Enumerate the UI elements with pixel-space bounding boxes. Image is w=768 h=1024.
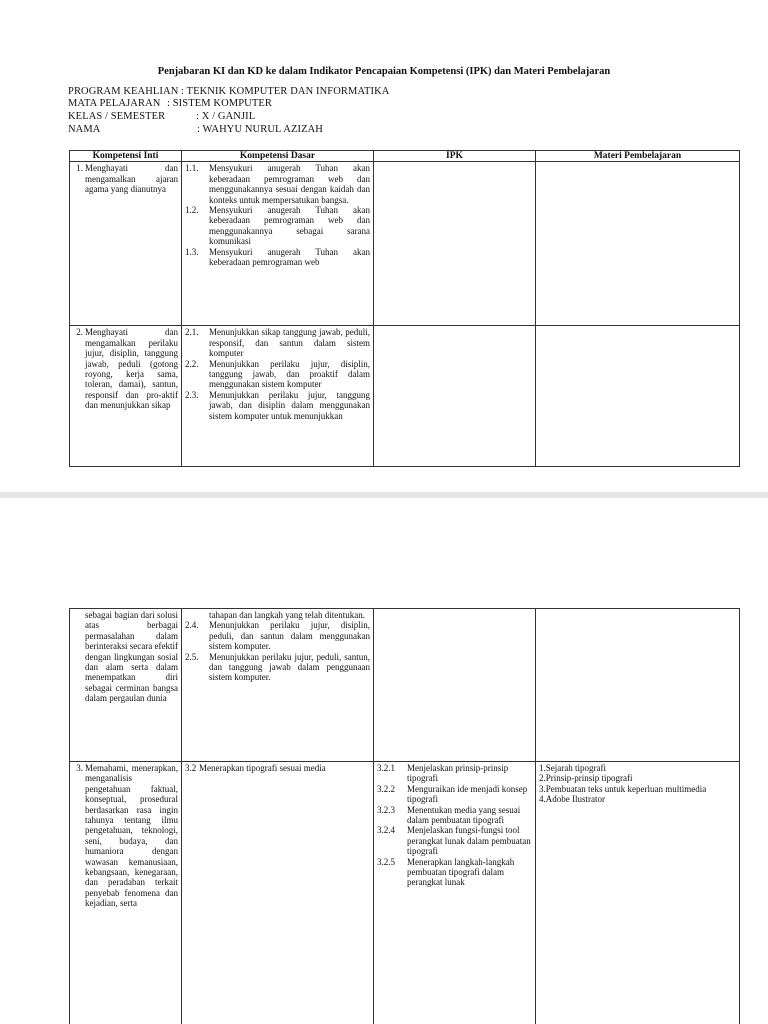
meta-value: : X / GANJIL (196, 111, 256, 122)
table-row (70, 162, 740, 326)
ki-text: Memahami, menerapkan, menganalisis pengetahuan faktual, konseptual, prosedural berdasarkan rasa ingin tahunya tentang ilmu pengetahuan, teknologi, seni, budaya, dan humaniora dengan wawasan kemanusiaan, kebangsaan, kenegaraan, dan peradaban terkait penyebab fenomena dan kejadian, serta (85, 763, 178, 909)
kd-cell: tahapan dan langkah yang telah ditentukan. 2.4. Menunjukkan perilaku jujur, disiplin, peduli, dan santun dalam menggunakan sistem komputer. 2.5. Menunjukkan perilaku jujur, peduli, santun, dan tanggung jawab dalam penggunaan sistem komputer. (182, 609, 374, 762)
table-row (70, 762, 740, 1024)
ipk-text: Menentukan media yang sesuai dalam pembuatan tipografi (407, 804, 521, 826)
meta-value: : TEKNIK KOMPUTER DAN INFORMATIKA (181, 86, 390, 97)
kd-text: Menerapkan tipografi sesuai media (199, 763, 326, 773)
materi-cell (536, 326, 740, 467)
materi-item: Pembuatan teks untuk keperluan multimedia (545, 783, 707, 794)
kd-cell: 2.1. Menunjukkan sikap tanggung jawab, peduli, responsif, dan santun dalam sistem komputer 2.2. Menunjukkan perilaku jujur, disiplin, tanggung jawab, dan proaktif dalam menggunakan sistem komputer 2.3. Menunjukkan perilaku jujur, tanggung jawab, dan disiplin dalam menggunakan sistem komputer untuk menunjukkan (182, 326, 374, 467)
ki-text: Menghayati dan mengamalkan ajaran agama yang dianutnya (85, 163, 178, 195)
meta-label: MATA PELAJARAN (68, 98, 161, 109)
meta-value: : SISTEM KOMPUTER (167, 98, 272, 109)
kd-text: Mensyukuri anugerah Tuhan akan keberadaan pemrograman web (209, 246, 370, 268)
table-row (70, 326, 740, 467)
ki-cell (70, 609, 182, 762)
materi-cell: 1.Sejarah tipografi 2.Prinsip-prinsip tipografi 3.Pembuatan teks untuk keperluan multimedia 4.Adobe Ilustrator (536, 762, 740, 1024)
ipk-text: Menguraikan ide menjadi konsep tipografi (407, 783, 528, 805)
kd-cell: 1.1. Mensyukuri anugerah Tuhan akan keberadaan pemrograman web dan menggunakannya sesuai dengan kaidah dan konteks untuk mempersatukan bangsa. 1.2. Mensyukuri anugerah Tuhan akan keberadaan pemrograman web dan menggunakannya sebagai sarana komunikasi 1.3. Mensyukuri anugerah Tuhan akan keberadaan pemrograman web (182, 162, 374, 326)
ipk-cell (374, 162, 536, 326)
kd-cell: 3.2 Menerapkan tipografi sesuai media (182, 762, 374, 1024)
document-page-1 (0, 0, 768, 492)
materi-item: Prinsip-prinsip tipografi (545, 773, 633, 784)
ipk-cell (374, 326, 536, 467)
header-materi-pembelajaran: Materi Pembelajaran (536, 151, 740, 162)
materi-cell (536, 609, 740, 762)
materi-cell (536, 162, 740, 326)
materi-item: Adobe Ilustrator (545, 794, 605, 805)
meta-label: PROGRAM KEAHLIAN (68, 86, 179, 97)
ki-cell: 3. Memahami, menerapkan, menganalisis pengetahuan faktual, konseptual, prosedural berdasarkan rasa ingin tahunya tentang ilmu pengetahuan, teknologi, seni, budaya, dan humaniora dengan wawasan kemanusiaan, kebangsaan, kenegaraan, dan peradaban terkait penyebab fenomena dan kejadian, serta (70, 762, 182, 1024)
ki-text: Menghayati dan mengamalkan perilaku jujur, disiplin, tanggung jawab, peduli (gotong royong, kerja sama, toleran, damai), santun, responsif dan pro-aktif dan menunjukkan sikap (85, 327, 178, 411)
ipk-text: Menjelaskan prinsip-prinsip tipografi (407, 763, 509, 784)
competency-table-continued (69, 608, 740, 1024)
meta-label: NAMA (68, 124, 101, 135)
ki-text: sebagai bagian dari solusi atas berbagai permasalahan dalam berinteraksi secara efektif dengan lingkungan sosial dan alam serta dalam menempatkan diri sebagai cerminan bangsa dalam pergaulan dunia (85, 610, 178, 704)
header-kompetensi-dasar: Kompetensi Dasar (182, 151, 374, 162)
document-page-2 (0, 498, 768, 1024)
competency-table (69, 150, 740, 467)
kd-text: Menunjukkan perilaku jujur, peduli, santun, dan tanggung jawab dalam penggunaan sistem komputer. (209, 651, 370, 683)
kd-text: Mensyukuri anugerah Tuhan akan keberadaan pemrograman web dan menggunakannya sebagai sarana komunikasi (209, 205, 370, 247)
ipk-text: Menerapkan langkah-langkah pembuatan tipografi dalam perangkat lunak (407, 856, 515, 888)
table-row (70, 609, 740, 762)
kd-text: tahapan dan langkah yang telah ditentukan. (209, 610, 365, 620)
header-ipk: IPK (374, 151, 536, 162)
kd-text: Menunjukkan perilaku jujur, disiplin, tanggung jawab, dan proaktif dalam menggunakan sistem komputer (209, 358, 370, 390)
ki-cell: 2. Menghayati dan mengamalkan perilaku jujur, disiplin, tanggung jawab, peduli (gotong royong, kerja sama, toleran, damai), santun, responsif dan pro-aktif dan menunjukkan sikap (70, 326, 182, 467)
ki-cell: 1. Menghayati dan mengamalkan ajaran agama yang dianutnya (70, 162, 182, 326)
meta-label: KELAS / SEMESTER (68, 111, 166, 122)
materi-item: Sejarah tipografi (545, 763, 606, 773)
kd-text: Menunjukkan perilaku jujur, disiplin, peduli, dan santun dalam menggunakan sistem komputer. (209, 620, 370, 652)
ipk-cell (374, 609, 536, 762)
kd-text: Menunjukkan sikap tanggung jawab, peduli, responsif, dan santun dalam sistem komputer (209, 327, 370, 359)
kd-text: Mensyukuri anugerah Tuhan akan keberadaan pemrograman web dan menggunakannya sesuai dengan kaidah dan konteks untuk mempersatukan bangsa. (209, 163, 370, 205)
header-kompetensi-inti: Kompetensi Inti (70, 151, 182, 162)
ipk-cell: 3.2.1 Menjelaskan prinsip-prinsip tipografi 3.2.2 Menguraikan ide menjadi konsep tipografi 3.2.3 Menentukan media yang sesuai dalam pembuatan tipografi 3.2.4 Menjelaskan fungsi-fungsi tool perangkat lunak dalam pembuatan tipografi 3.2.5 Menerapkan langkah-langkah pembuatan tipografi dalam perangkat lunak (374, 762, 536, 1024)
table-header-row (70, 151, 740, 162)
meta-value: : WAHYU NURUL AZIZAH (197, 124, 323, 135)
kd-text: Menunjukkan perilaku jujur, tanggung jawab, dan disiplin dalam menggunakan sistem komputer untuk menunjukkan (209, 389, 370, 421)
ipk-text: Menjelaskan fungsi-fungsi tool perangkat lunak dalam pembuatan tipografi (407, 825, 531, 857)
document-title: Penjabaran KI dan KD ke dalam Indikator Pencapaian Kompetensi (IPK) dan Materi Pembelajaran (157, 66, 611, 77)
